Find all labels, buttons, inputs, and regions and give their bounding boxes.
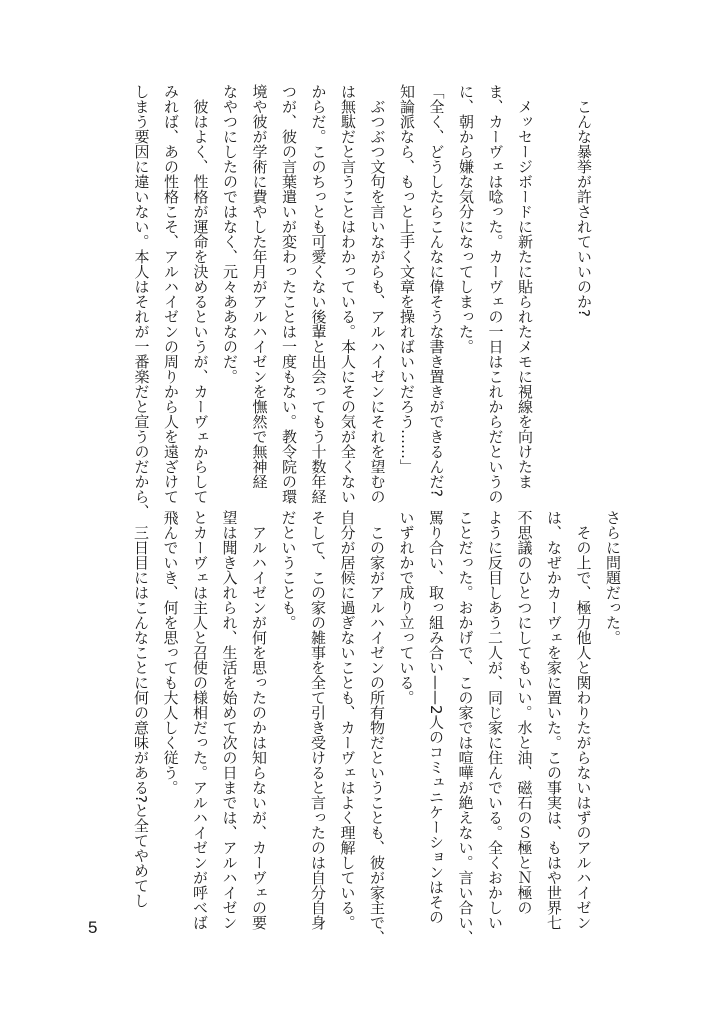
text-line: いずれかで成り立っている。 xyxy=(397,510,416,705)
text-line: 境や彼が学術に費やした年月がアルハイゼンを憮然で無神経 xyxy=(250,84,269,489)
text-line: 飛んでいき、何を思っても大人しく従う。 xyxy=(161,510,180,795)
text-line: しまう要因に違いない。本人はそれが一番楽だと宣うのだから、 xyxy=(132,84,151,519)
text-line: からだ。このちっとも可愛くない後輩と出会ってもう十数年経 xyxy=(309,84,328,504)
text-line: ように反目しあう二人が、同じ家に住んでいる。全くおかしい xyxy=(486,510,504,930)
text-block-bottom xyxy=(126,510,628,945)
text-line: メッセージボードに新たに貼られたメモに視線を向けたま xyxy=(516,84,534,489)
text-line: こんな暴挙が許されていいのか? xyxy=(575,84,593,317)
text-line: 知論派なら、もっと上手く文章を操ればいいだろう……」 xyxy=(398,84,416,474)
text-line: 不思議のひとつにしてもいい。水と油、磁石のＳ極とＮ極の xyxy=(515,510,534,915)
page-number: 5 xyxy=(88,918,98,937)
text-block-top xyxy=(126,84,598,519)
text-line: 彼はよく、性格が運命を決めるというが、カーヴェからして xyxy=(191,84,210,504)
text-line: みれば、あの性格こそ、アルハイゼンの周りから人を遠ざけて xyxy=(162,84,180,504)
text-line: ことだった。おかげで、この家では喧嘩が絶えない。言い合い、 xyxy=(456,510,475,945)
text-line: つが、彼の言葉遣いが変わったことは一度もない。教令院の環 xyxy=(280,84,298,504)
text-line: ま、カーヴェは唸った。カーヴェの一日はこれからだというの xyxy=(486,84,505,504)
text-line: は、なぜかカーヴェを家に置いた。この事実は、もはや世界七 xyxy=(545,510,563,930)
text-line xyxy=(539,84,569,494)
text-line: だということも。 xyxy=(279,510,298,630)
text-line: アルハイゼンが何を思ったのかは知らないが、カーヴェの要 xyxy=(250,510,268,930)
text-line: ぶつぶつ文句を言いながらも、アルハイゼンにそれを望むの xyxy=(368,84,387,504)
text-line: 望は聞き入れられ、生活を始めて次の日までは、アルハイゼン xyxy=(220,510,239,930)
text-line: 三日目にはこんなことに何の意味がある?と全てやめてし xyxy=(132,510,150,908)
text-line: なやつにしたのではなく、元々ああなのだ。 xyxy=(221,84,239,384)
text-line: さらに問題だった。 xyxy=(604,510,622,645)
text-line: そして、この家の雑事を全て引き受けると言ったのは自分自身 xyxy=(309,510,327,930)
text-line: 罵り合い、取っ組み合い——2人のコミュニケーションはその xyxy=(427,510,445,925)
text-line: とカーヴェは主人と召使の様相だった。アルハイゼンが呼べば xyxy=(191,510,209,930)
text-line: に、朝から嫌な気分になってしまった。 xyxy=(457,84,475,354)
text-line: 「全く、どうしたらこんなに偉そうな書き置きができるんだ? xyxy=(427,84,446,497)
text-line: 自分が居候に過ぎないことも、カーヴェはよく理解している。 xyxy=(338,510,357,930)
text-line: は無駄だと言うことはわかっている。本人にその気が全くない xyxy=(339,84,357,504)
text-line: この家がアルハイゼンの所有物だということも、彼が家主で、 xyxy=(368,510,386,945)
text-line: その上で、極力他人と関わりたがらないはずのアルハイゼン xyxy=(574,510,593,930)
